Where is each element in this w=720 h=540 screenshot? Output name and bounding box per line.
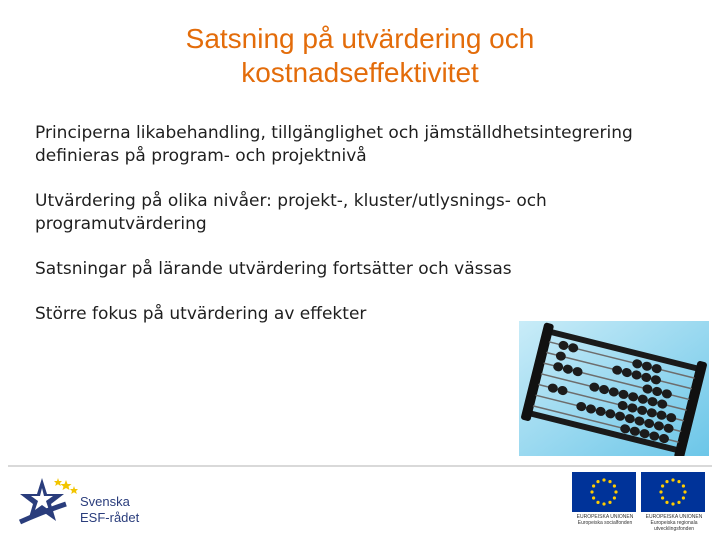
esf-logo-text (80, 494, 139, 526)
esf-star-logo (14, 474, 80, 534)
slide-title-line-2: kostnadseffektivitet (241, 57, 479, 88)
esf-logo-line-2: ESF-rådet (80, 510, 140, 525)
eu-flag-logo (572, 472, 636, 512)
bullet-item: Större fokus på utvärdering av effekter (35, 304, 367, 324)
bullet-item: Satsningar på lärande utvärdering fortsätter och vässas (35, 259, 512, 279)
esf-logo-line-1: Svenska (80, 494, 130, 509)
esf-logo (14, 474, 144, 534)
eu-logo-regional-fund (641, 472, 707, 534)
slide-title-line-1: Satsning på utvärdering och (185, 23, 535, 54)
abacus-image (519, 321, 709, 456)
eu-logo-caption: EUROPEISKA UNIONEN Europeiska socialfonden (576, 514, 634, 526)
footer-divider (8, 465, 712, 467)
eu-logo-caption: EUROPEISKA UNIONEN Europeiska regionala utvecklingsfonden (645, 514, 703, 532)
slide-title (100, 22, 620, 90)
bullet-item: Utvärdering på olika nivåer: projekt-, kluster/utlysnings- och programutvärdering (35, 191, 547, 234)
bullet-item: Principerna likabehandling, tillgänglighet och jämställdhetsintegrering definieras på program- och projektnivå (35, 123, 633, 166)
eu-flag-logo (641, 472, 705, 512)
eu-logo-social-fund (572, 472, 638, 534)
bullet-list (35, 122, 675, 348)
